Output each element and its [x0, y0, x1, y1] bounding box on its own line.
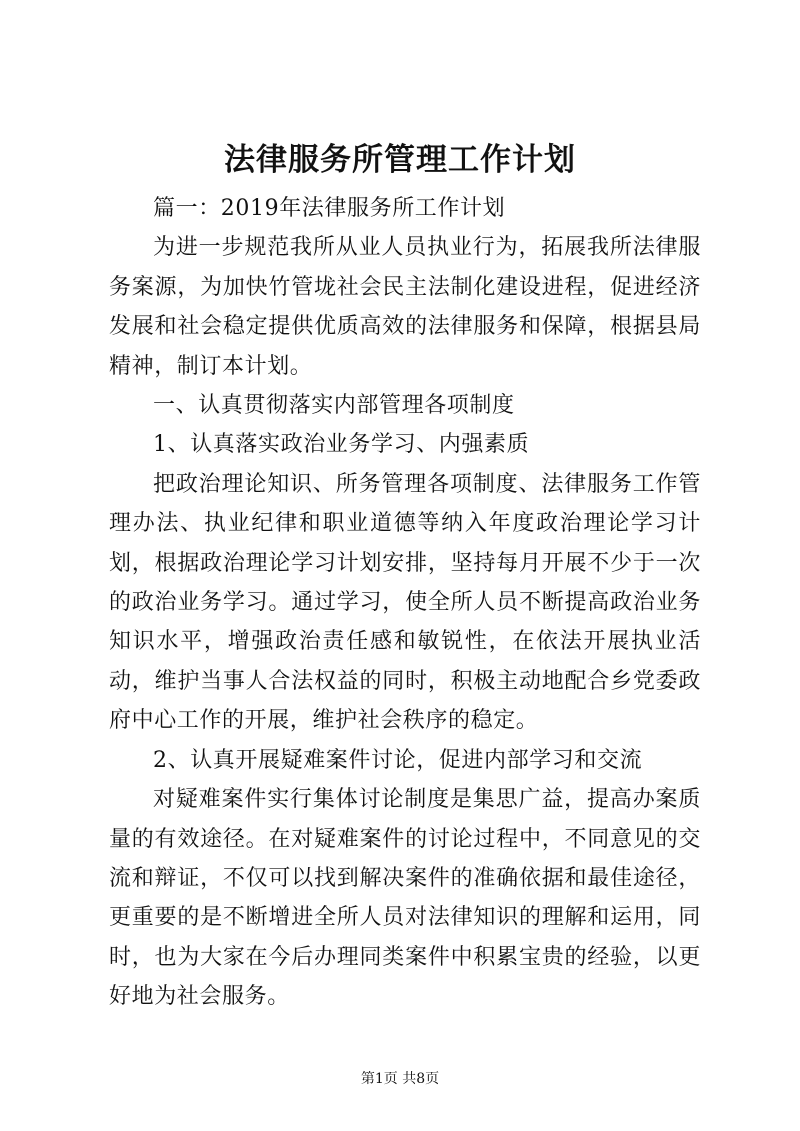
body-paragraph: 把政治理论知识、所务管理各项制度、法律服务工作管理办法、执业纪律和职业道德等纳入年度政治理论学习计划，根据政治理论学习计划安排，坚持每月开展不少于一次的政治业务学习。通过学习，使全所人员不断提高政治业务知识水平，增强政治责任感和敏锐性，在依法开展执业活动，维护当事人合法权益的同时，积极主动地配合乡党委政府中心工作的开展，维护社会秩序的稳定。: [109, 471, 701, 734]
subsection-heading: 1、认真落实政治业务学习、内强素质: [153, 432, 530, 458]
page-footer: 第1页 共8页: [360, 1071, 440, 1087]
document-body: [109, 189, 701, 1017]
section-heading: 一、认真贯彻落实内部管理各项制度: [153, 393, 515, 419]
document-title: 法律服务所管理工作计划: [224, 142, 576, 178]
section-heading-chapter: 篇一：2019年法律服务所工作计划: [153, 196, 506, 221]
subsection-heading: 2、认真开展疑难案件讨论，促进内部学习和交流: [153, 747, 643, 773]
body-paragraph: 为进一步规范我所从业人员执业行为，拓展我所法律服务案源，为加快竹管垅社会民主法制化建设进程，促进经济发展和社会稳定提供优质高效的法律服务和保障，根据县局精神，制订本计划。: [109, 235, 701, 379]
body-paragraph: 对疑难案件实行集体讨论制度是集思广益，提高办案质量的有效途径。在对疑难案件的讨论过程中，不同意见的交流和辩证，不仅可以找到解决案件的准确依据和最佳途径，更重要的是不断增进全所人员对法律知识的理解和运用，同时，也为大家在今后办理同类案件中积累宝贵的经验，以更好地为社会服务。: [109, 787, 701, 1010]
